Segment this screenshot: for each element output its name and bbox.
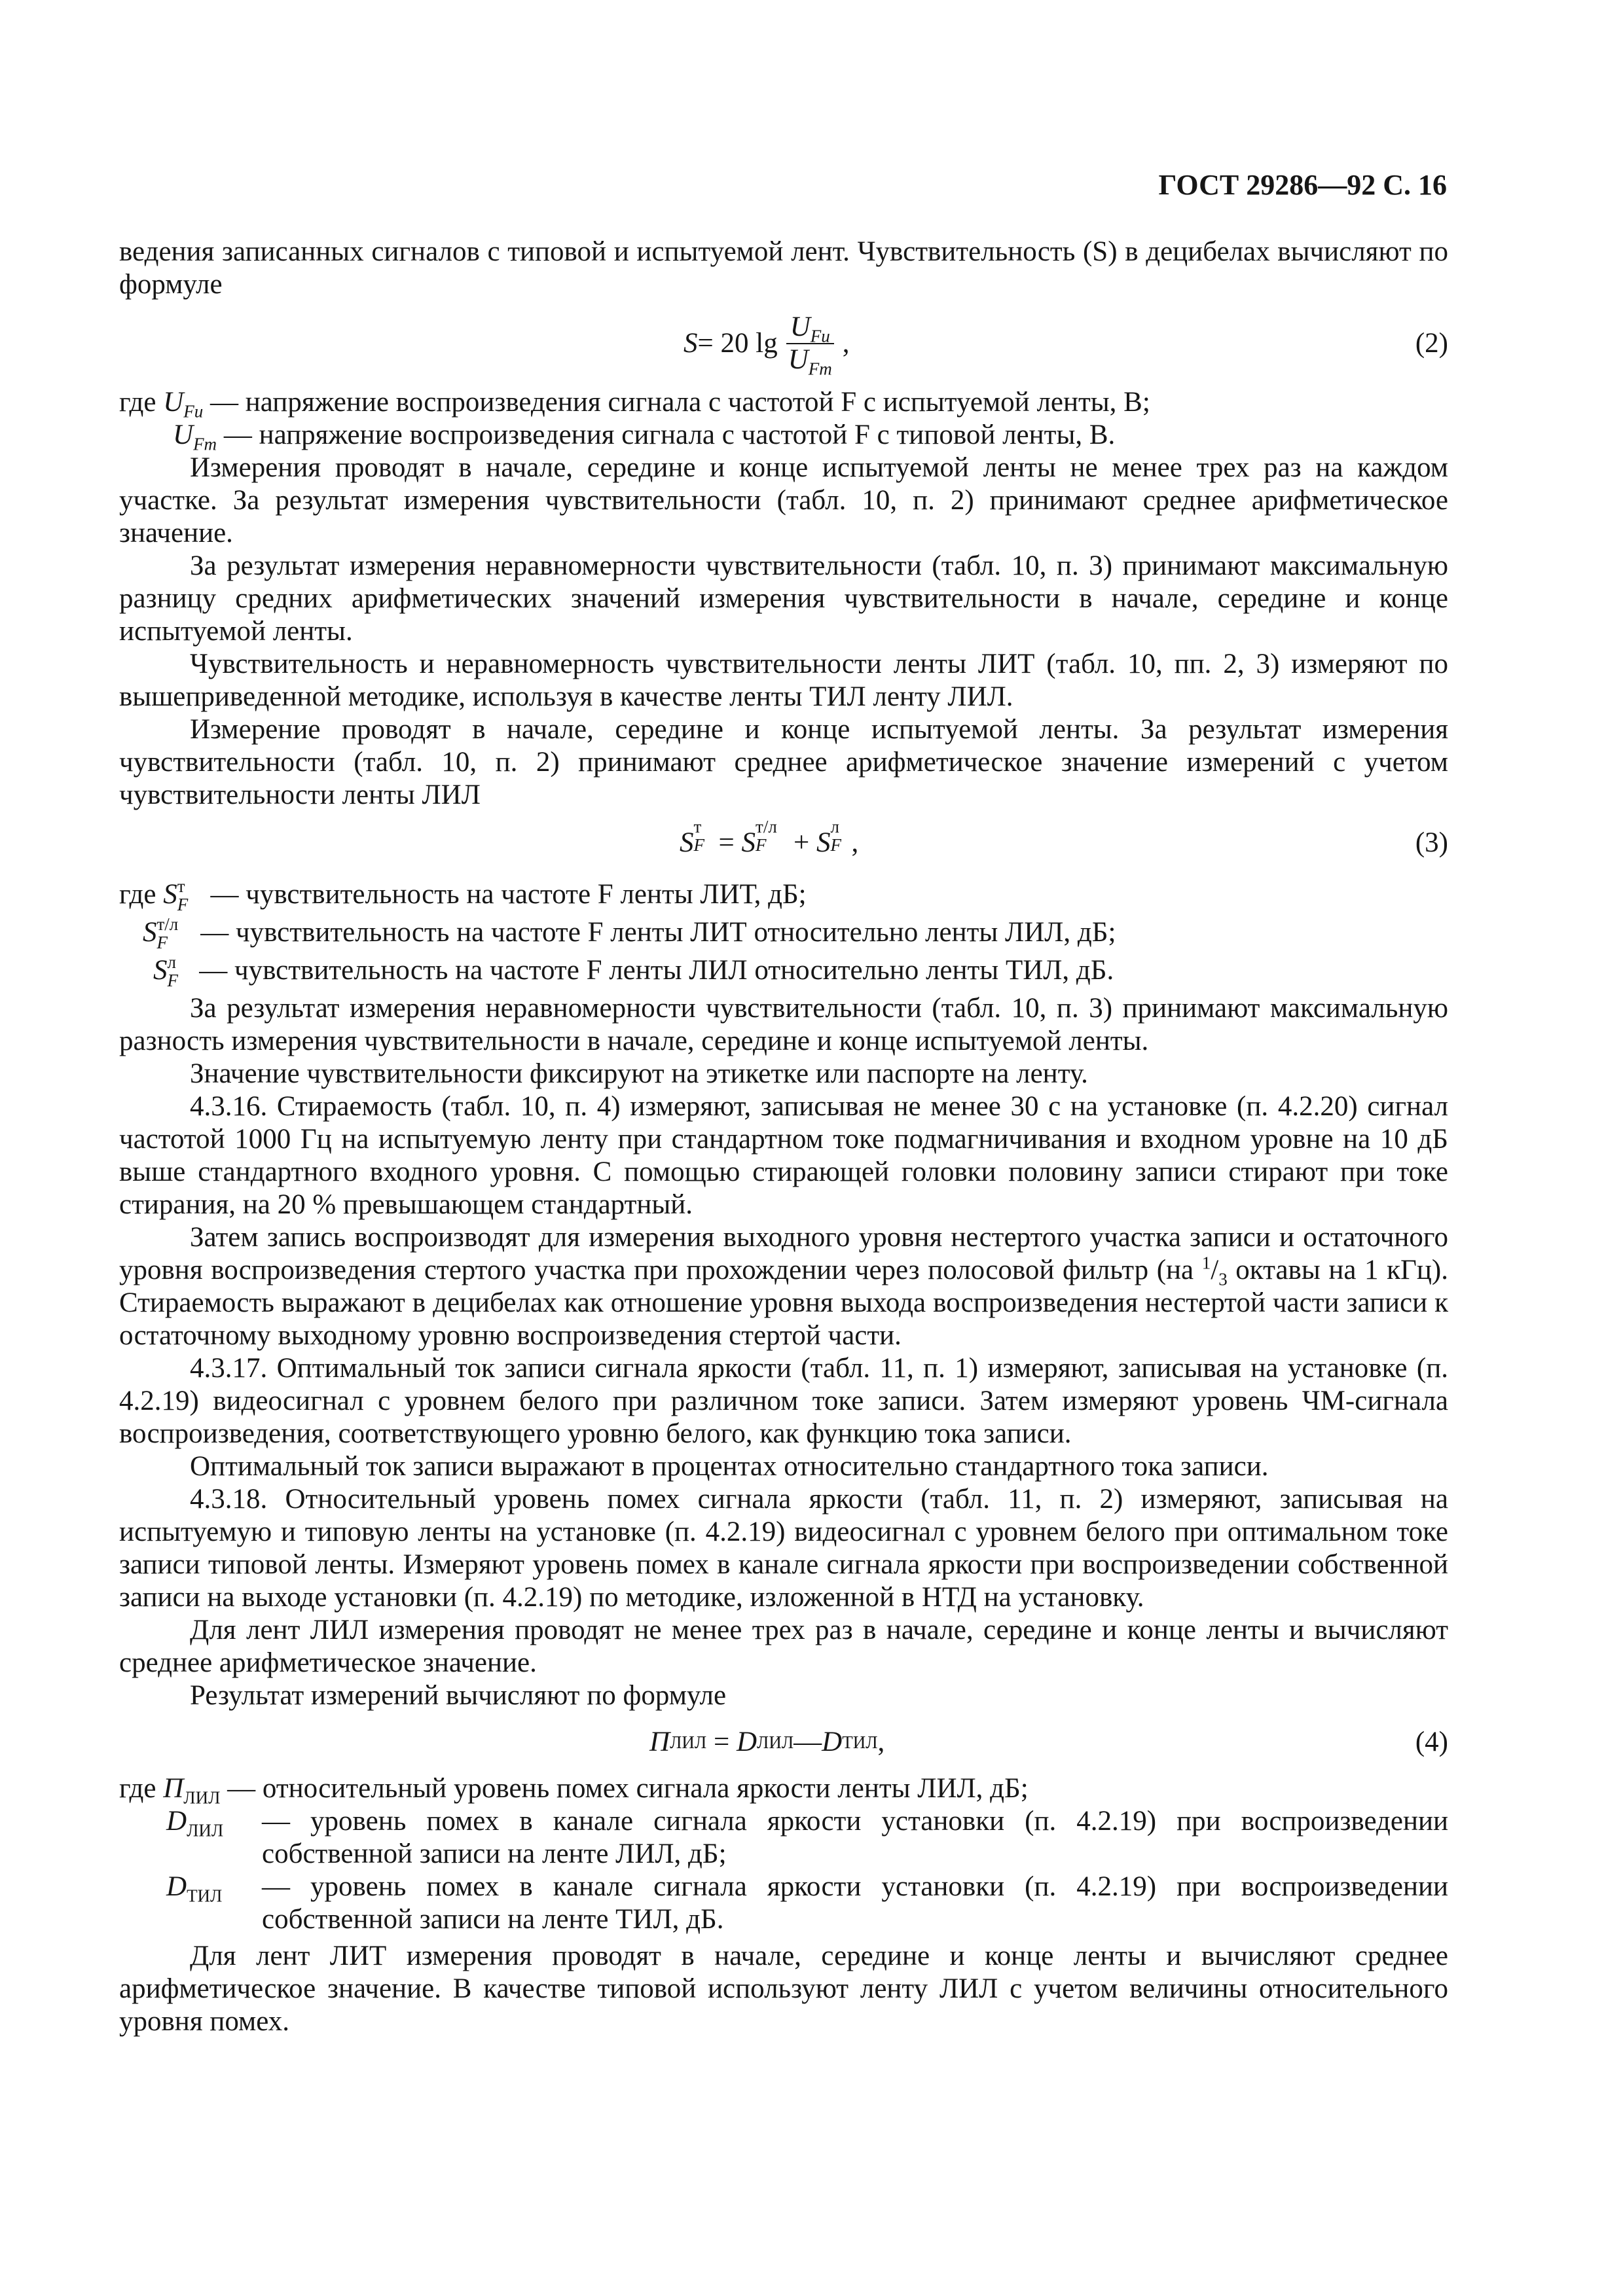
where-label: где [119,1773,156,1804]
formula-3-body: S т F = S т/л F + S л F , [680,816,859,858]
paragraph: Чувствительность и неравномерность чувствительности ленты ЛИТ (табл. 10, пп. 2, 3) измеряют по вышеприведенной методике, используя в качестве ленты ТИЛ ленту ЛИЛ. [119,649,1448,712]
formula-4-body: П ЛИЛ = D ЛИЛ — D ТИЛ , [649,1727,885,1757]
erase-text-end: октавы на 1 кГц). Стираемость выражают в децибелах как отношение уровня выхода воспроизведения нестертой части записи к остаточному выходному уровню воспроизведения стертой части. [119,1255,1448,1351]
definition-s-tl-text: — чувствительность на частоте F ленты ЛИТ относительно ленты ЛИЛ, дБ; [200,917,1116,948]
paragraph: За результат измерения неравномерности чувствительности (табл. 10, п. 3) принимают максимальную разность измерения чувствительности в начале, середине и конце испытуемой ленты. [119,993,1448,1056]
definition-s-t-text: — чувствительность на частоте F ленты ЛИТ, дБ; [210,879,807,910]
formula-4-tail: , [877,1727,885,1757]
erase-text-start: Затем запись воспроизводят для измерения выходного уровня нестертого участка записи и остаточного уровня воспроизведения стертого участка при прохождении через полосовой фильтр (на [119,1222,1448,1285]
formula-2-tail: , [842,328,850,359]
formula-2-body [684,301,850,386]
formula-4-number: (4) [1415,1727,1448,1757]
formula-3-number: (3) [1415,827,1448,858]
definition-d-lil [119,1805,1448,1871]
formula-3 [119,812,1448,874]
definition-d-lil-text: — уровень помех в канале сигнала яркости установки (п. 4.2.19) при воспроизведении собственной записи на ленте ЛИЛ, дБ; [262,1806,1448,1869]
symbol-p: П [163,1773,184,1804]
definition-ufi-text: — напряжение воспроизведения сигнала с частотой F с испытуемой ленты, В; [210,387,1150,418]
formula-4 [119,1712,1448,1772]
where-label: где [119,387,156,418]
definition-ufi [119,386,1448,422]
paragraph: Для лент ЛИЛ измерения проводят не менее трех раз в начале, середине и конце ленты и вычисляют среднее арифметическое значение. [119,1615,1448,1678]
definition-d-til-text: — уровень помех в канале сигнала яркости установки (п. 4.2.19) при воспроизведении собственной записи на ленте ТИЛ, дБ. [262,1871,1448,1935]
paragraph-4-3-17: 4.3.17. Оптимальный ток записи сигнала яркости (табл. 11, п. 1) измеряют, записывая на установке (п. 4.2.19) видеосигнал с уровнем белого при различном токе записи. Затем измеряют уровень ЧМ-сигнала воспроизведения, соответствующего уровню белого, как функцию тока записи. [119,1353,1448,1449]
formula-4-p: П [649,1727,670,1757]
paragraph-4-3-16: 4.3.16. Стираемость (табл. 10, п. 4) измеряют, записывая не менее 30 с на установке (п. 4.2.20) сигнал частотой 1000 Гц на испытуемую ленту при стандартном токе подмагничивания и входном уровне на 10 дБ выше стандартного входного уровня. С помощью стирающей головки половину записи стирают при токе стирания, на 20 % превышающем стандартный. [119,1091,1448,1220]
formula-2-lhs: S [684,328,698,359]
formula-2-number: (2) [1415,328,1448,359]
definition-uft [119,419,1448,452]
definition-d-til [119,1871,1448,1936]
paragraph: Результат измерений вычисляют по формуле [190,1680,727,1711]
paragraph: Оптимальный ток записи выражают в процентах относительно стандартного тока записи. [190,1451,1269,1482]
formula-2-denominator: $U_{Fт}$ [788,344,832,379]
definition-s-t: где S т F — чувствительность на частоте F ленты ЛИТ, дБ; [119,876,807,914]
symbol-p-sub: ЛИЛ [183,1787,221,1808]
definition-s-l: S л F — чувствительность на частоте F ленты ЛИЛ относительно ленты ТИЛ, дБ. [153,952,1114,990]
formula-4-d2: D [822,1727,843,1757]
definition-s-l-text: — чувствительность на частоте F ленты ЛИЛ относительно ленты ТИЛ, дБ. [199,955,1114,986]
paragraph-4-3-18: 4.3.18. Относительный уровень помех сигнала яркости (табл. 11, п. 2) измеряют, записывая на испытуемую и типовую ленты на установке (п. 4.2.19) видеосигнал с уровнем белого при оптимальном токе записи типовой ленты. Измеряют уровень помех в канале сигнала яркости при воспроизведении собственной записи на выходе установки (п. 4.2.19) по методике, изложенной в НТД на установку. [119,1484,1448,1613]
fraction-denominator: 3 [1218,1269,1228,1289]
formula-2-numerator: $U_{Fи}$ [786,313,834,344]
symbol-uft: $U_{Fт}$ [173,420,217,454]
formula-3-definitions [119,878,1448,992]
definition-p-lil-text: — относительный уровень помех сигнала яркости ленты ЛИЛ, дБ; [227,1773,1029,1804]
paragraph: Измерения проводят в начале, середине и конце испытуемой ленты не менее трех раз на каждом участке. За результат измерения чувствительности (табл. 10, п. 2) принимают среднее арифметическое значение. [119,452,1448,548]
definition-s-tl: S т/л F — чувствительность на частоте F ленты ЛИТ относительно ленты ЛИЛ, дБ; [143,914,1116,952]
formula-4-definitions [119,1772,1448,1936]
page-header: ГОСТ 29286—92 С. 16 [1158,169,1447,201]
intro-paragraph: ведения записанных сигналов с типовой и испытуемой лент. Чувствительность (S) в децибелах вычисляют по формуле [119,236,1448,300]
symbol-ufi: $U_{Fи}$ [163,387,204,422]
paragraph: Измерение проводят в начале, середине и конце испытуемой ленты. За результат измерения чувствительности (табл. 10, п. 2) принимают среднее арифметическое значение измерений с учетом чувствительности ленты ЛИЛ [119,714,1448,810]
definition-uft-text: — напряжение воспроизведения сигнала с частотой F с типовой ленты, В. [223,420,1116,450]
formula-2-definitions [119,386,1448,452]
paragraph-last: Для лент ЛИТ измерения проводят в начале, середине и конце ленты и вычисляют среднее арифметическое значение. В качестве типовой используют ленту ЛИЛ с учетом величины относительного уровня помех. [119,1941,1448,2037]
formula-4-eq: = [706,1727,737,1757]
paragraph-erase: Затем запись воспроизводят для измерения выходного уровня нестертого участка записи и остаточного уровня воспроизведения стертого участка при прохождении через полосовой фильтр (на $^1/_3$ октавы на 1 кГц). Стираемость выражают в децибелах как отношение уровня выхода воспроизведения нестертой части записи к остаточному выходному уровню воспроизведения стертой части. [119,1222,1448,1351]
paragraph: Значение чувствительности фиксируют на этикетке или паспорте на ленту. [190,1058,1088,1089]
formula-2 [119,301,1448,386]
where-label: где [119,879,156,910]
definition-d-til-symbol: $D_{ТИЛ}$ [166,1871,223,1906]
formula-4-minus: — [793,1727,822,1757]
formula-4-d1: D [736,1727,757,1757]
definition-d-lil-symbol: $D_{ЛИЛ}$ [166,1806,224,1840]
paragraph: За результат измерения неравномерности чувствительности (табл. 10, п. 3) принимают максимальную разницу средних арифметических значений измерения чувствительности в начале, середине и конце испытуемой ленты. [119,550,1448,647]
definition-p-lil [119,1772,1448,1808]
formula-2-eq: = 20 lg [697,328,778,359]
fraction-numerator: 1 [1201,1253,1211,1273]
body-text [119,236,1448,2038]
formula-2-fraction [784,312,836,379]
